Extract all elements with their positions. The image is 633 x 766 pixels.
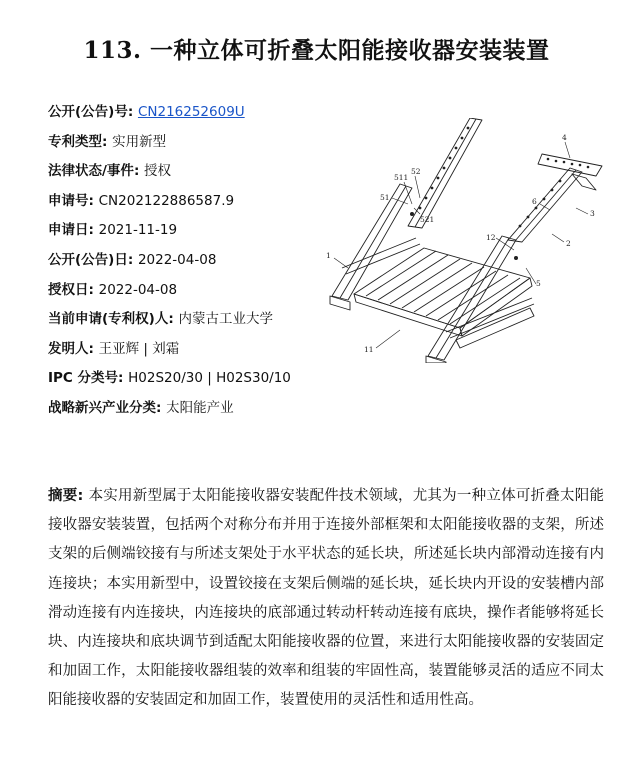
right-upper-rail	[508, 168, 582, 242]
patent-title: 113. 一种立体可折叠太阳能接收器安装装置	[83, 37, 550, 64]
figure-label: 5	[536, 279, 541, 288]
figure-label: 3	[590, 209, 595, 218]
figure-label: 1	[326, 251, 331, 260]
meta-value: 实用新型	[112, 133, 167, 150]
meta-key: 专利类型	[48, 133, 102, 150]
figure-label: 4	[562, 133, 567, 142]
figure-label: 52	[411, 167, 421, 176]
meta-publication-date: 公开(公告)日: 2022-04-08	[48, 251, 217, 268]
meta-value: CN202122886587.9	[98, 192, 235, 209]
meta-patent-type: 专利类型: 实用新型	[48, 133, 167, 150]
meta-applicant: 当前申请(专利权)人: 内蒙古工业大学	[48, 311, 273, 328]
patent-meta	[48, 102, 348, 428]
figure-label: 2	[566, 239, 571, 248]
figure-label: 521	[420, 215, 435, 224]
meta-key: 战略新兴产业分类	[48, 399, 156, 416]
meta-value: 王亚辉 | 刘霜	[98, 340, 180, 357]
figure-label: 11	[364, 345, 374, 354]
meta-value: H02S20/30 | H02S30/10	[128, 370, 291, 387]
meta-inventor: 发明人: 王亚辉 | 刘霜	[48, 340, 180, 357]
figure-label: 12	[486, 233, 496, 242]
left-lower-rail	[330, 184, 412, 310]
meta-value: 授权	[144, 163, 172, 180]
figure-label: 6	[532, 197, 537, 206]
meta-ipc: IPC 分类号: H02S20/30 | H02S30/10	[48, 370, 291, 387]
patent-drawing	[320, 118, 605, 363]
abstract-label: 摘要	[48, 488, 78, 504]
figure-label: 511	[394, 173, 409, 182]
meta-key: 授权日	[48, 281, 89, 298]
meta-publication-number: 公开(公告)号: CN216252609U	[48, 104, 245, 120]
meta-key: 公开(公告)日	[48, 251, 128, 268]
figure-label: 51	[380, 193, 390, 202]
patent-abstract: 摘要: 本实用新型属于太阳能接收器安装配件技术领域，尤其为一种立体可折叠太阳能接收器安装装置，包括两个对称分布并用于连接外部框架和太阳能接收器的支架，所述支架的后侧端铰接有与所述支架处于水平状态的延长块，所述延长块内部滑动连接有内连接块；本实用新型中，设置铰接在支架后侧端的延长块，延长块内开设的安装槽内部滑动连接有内连接块，内连接块的底部通过转动杆转动连接有底块，操作者能够将延长块、内连接块和底块调节到适配太阳能接收器的位置，来进行太阳能接收器的安装固定和加固工作，太阳能接收器组装的效率和组装的牢固性高，装置能够灵活的适应不同太阳能接收器的安装固定和加固工作，装置使用的灵活性和适用性高。	[48, 488, 604, 709]
meta-key: 申请日	[48, 222, 89, 239]
meta-application-number: 申请号: CN202122886587.9	[48, 192, 235, 209]
meta-grant-date: 授权日: 2022-04-08	[48, 281, 178, 298]
meta-value: 太阳能产业	[166, 399, 234, 416]
meta-industry: 战略新兴产业分类: 太阳能产业	[48, 399, 234, 416]
right-lower-rail	[426, 236, 516, 363]
meta-value: 2022-04-08	[137, 251, 217, 268]
meta-key: IPC 分类号	[48, 370, 119, 387]
meta-key: 当前申请(专利权)人	[48, 311, 169, 328]
meta-application-date: 申请日: 2021-11-19	[48, 222, 178, 239]
meta-key: 公开(公告)号	[48, 104, 128, 120]
step-platform	[354, 248, 532, 336]
meta-key: 发明人	[48, 340, 89, 357]
meta-value: 2021-11-19	[98, 222, 178, 239]
meta-value: 2022-04-08	[98, 281, 178, 298]
publication-number-link[interactable]: CN216252609U	[137, 104, 245, 120]
meta-key: 申请号	[48, 192, 89, 209]
meta-legal-status: 法律状态/事件: 授权	[48, 163, 172, 180]
meta-value: 内蒙古工业大学	[178, 311, 273, 328]
meta-key: 法律状态/事件	[48, 163, 134, 180]
abstract-text: 本实用新型属于太阳能接收器安装配件技术领域，尤其为一种立体可折叠太阳能接收器安装装置，包括两个对称分布并用于连接外部框架和太阳能接收器的支架，所述支架的后侧端铰接有与所述支架处于水平状态的延长块，所述延长块内部滑动连接有内连接块；本实用新型中，设置铰接在支架后侧端的延长块，延长块内开设的安装槽内部滑动连接有内连接块，内连接块的底部通过转动杆转动连接有底块，操作者能够将延长块、内连接块和底块调节到适配太阳能接收器的位置，来进行太阳能接收器的安装固定和加固工作，太阳能接收器组装的效率和组装的牢固性高，装置能够灵活的适应不同太阳能接收器的安装固定和加固工作，装置使用的灵活性和适用性高。	[48, 488, 604, 709]
